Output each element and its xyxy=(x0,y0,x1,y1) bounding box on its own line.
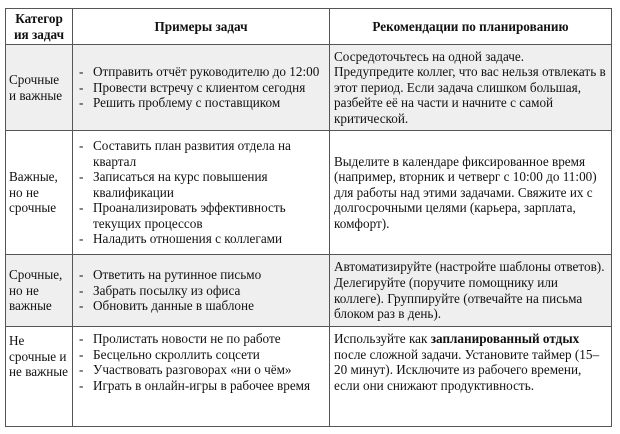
category-cell: Важные, но не срочные xyxy=(6,131,73,255)
task-list xyxy=(77,331,325,393)
task-item: - Решить проблему с поставщиком xyxy=(77,95,325,111)
recommendation-text-bold: запланированный отдых xyxy=(430,331,580,346)
recommendation-cell: Автоматизируйте (настройте шаблоны ответов). Делегируйте (поручите помощнику или коллеге). Группируйте (отвечайте на письма блоком раз в день). xyxy=(330,255,612,327)
task-item: - Пролистать новости не по работе xyxy=(77,331,325,347)
table-row xyxy=(6,255,612,327)
category-cell: Срочные и важные xyxy=(6,45,73,131)
task-list xyxy=(77,138,325,247)
task-item: - Отправить отчёт руководителю до 12:00 xyxy=(77,64,325,80)
table-row xyxy=(6,327,612,427)
recommendation-cell xyxy=(330,327,612,427)
task-item: - Записаться на курс повышения квалификации xyxy=(77,169,325,200)
tasks-cell xyxy=(73,45,330,131)
tasks-cell xyxy=(73,327,330,427)
task-item: - Наладить отношения с коллегами xyxy=(77,231,325,247)
category-cell: Срочные, но не важные xyxy=(6,255,73,327)
table-row xyxy=(6,131,612,255)
header-examples: Примеры задач xyxy=(73,9,330,45)
task-item: - Участвовать разговорах «ни о чём» xyxy=(77,362,325,378)
tasks-cell xyxy=(73,131,330,255)
task-item: - Играть в онлайн-игры в рабочее время xyxy=(77,378,325,394)
header-recommendations: Рекомендации по планированию xyxy=(330,9,612,45)
category-cell: Не срочные и не важные xyxy=(6,327,73,427)
recommendation-cell: Выделите в календаре фиксированное время (например, вторник и четверг с 10:00 до 11:00) для работы над этими задачами. Свяжите их с долгосрочными целями (карьера, зарплата, комфорт). xyxy=(330,131,612,255)
task-item: - Провести встречу с клиентом сегодня xyxy=(77,80,325,96)
task-item: - Ответить на рутинное письмо xyxy=(77,267,325,283)
task-item: - Забрать посылку из офиса xyxy=(77,283,325,299)
task-list xyxy=(77,64,325,111)
table-row xyxy=(6,45,612,131)
task-planning-table xyxy=(5,8,612,427)
tasks-cell xyxy=(73,255,330,327)
task-item: - Бесцельно скроллить соцсети xyxy=(77,347,325,363)
recommendation-text-suffix: после сложной задачи. Установите таймер (15–20 минут). Исключите из рабочего времени, если они снижают продуктивность. xyxy=(334,346,600,393)
recommendation-text-prefix: Используйте как xyxy=(334,331,431,346)
header-category: Категор ия задач xyxy=(6,9,73,45)
recommendation-cell: Сосредоточьтесь на одной задаче. Предупредите коллег, что вас нельзя отвлекать в этот период. Если задача слишком большая, разбейте её на части и начните с самой критической. xyxy=(330,45,612,131)
table-header-row xyxy=(6,9,612,45)
task-item: - Обновить данные в шаблоне xyxy=(77,298,325,314)
task-list xyxy=(77,267,325,314)
task-item: - Составить план развития отдела на квартал xyxy=(77,138,325,169)
task-item: - Проанализировать эффективность текущих процессов xyxy=(77,200,325,231)
